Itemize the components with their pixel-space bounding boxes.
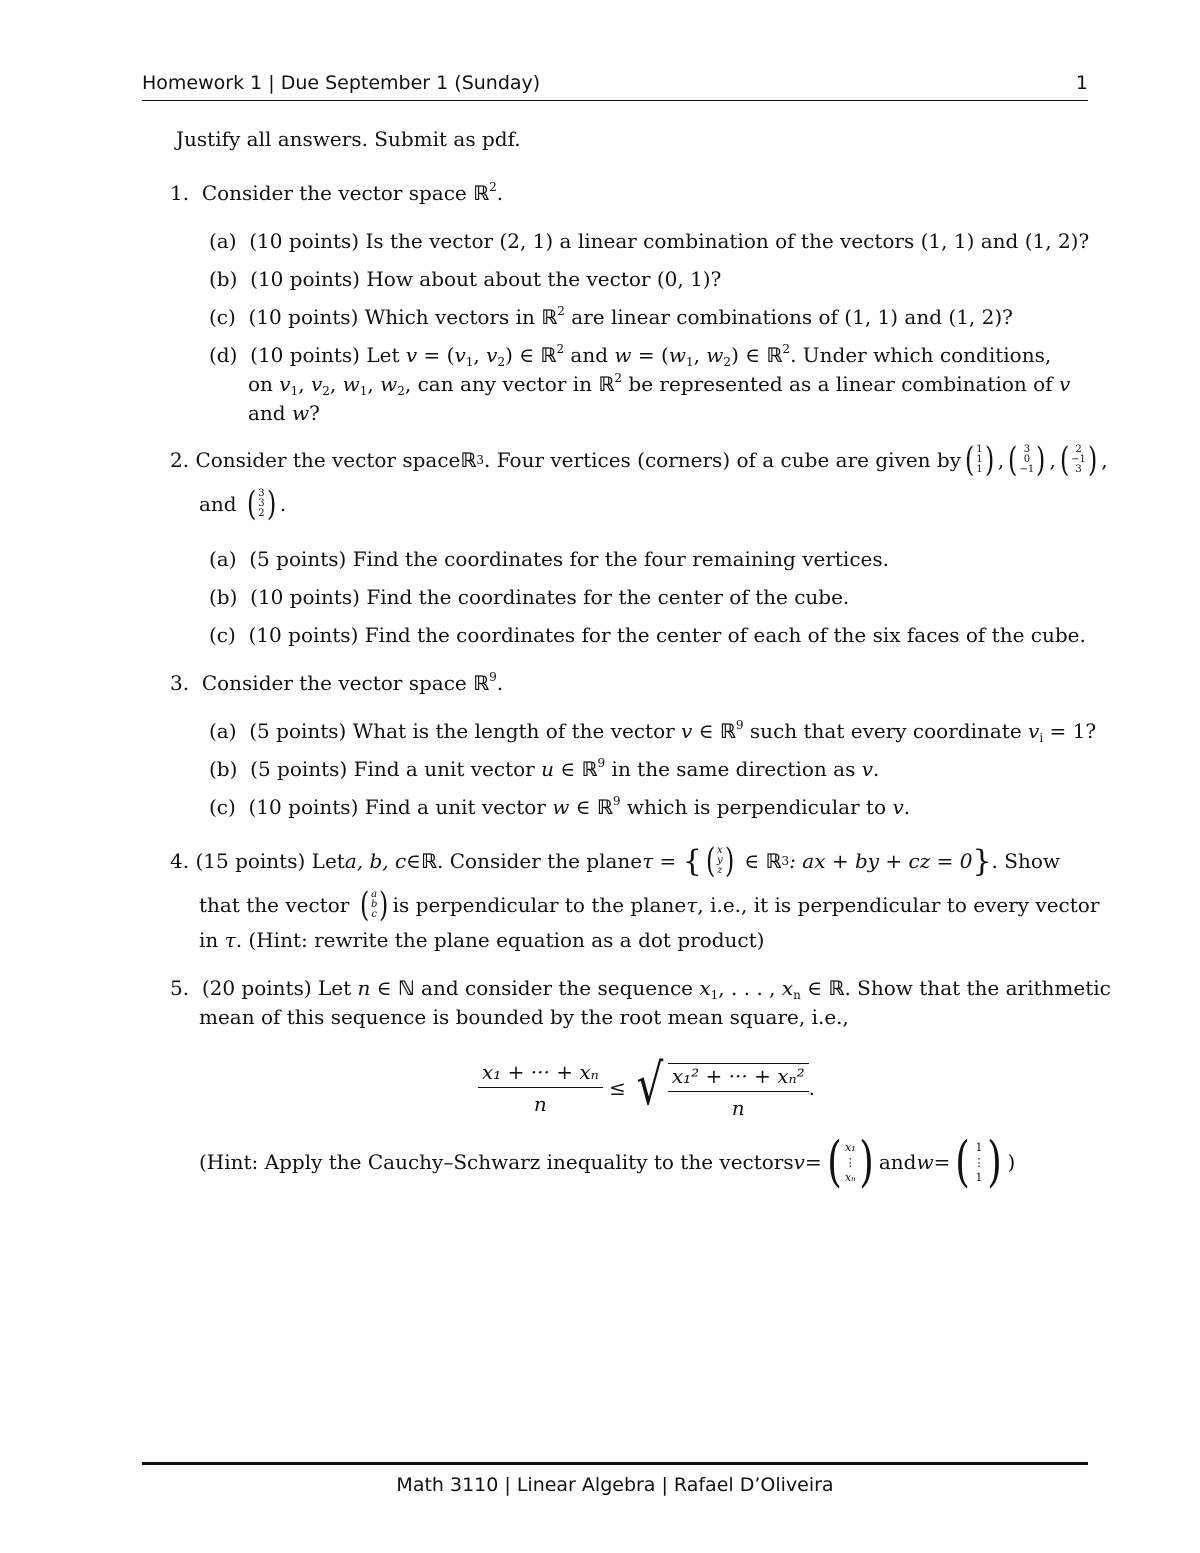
vertex-vector-2: ( 3 0 −1 )	[1008, 440, 1046, 480]
question-1b: (b) (10 points) How about about the vector (0, 1)?	[209, 267, 722, 291]
question-3: 3. Consider the vector space ℝ$^9$.	[170, 670, 504, 695]
question-2b: (b) (10 points) Find the coordinates for the center of the cube.	[209, 585, 850, 609]
question-2a: (a) (5 points) Find the coordinates for the four remaining vertices.	[209, 547, 889, 571]
normal-vector: ( a b c )	[359, 885, 389, 925]
intro-text: Justify all answers. Submit as pdf.	[176, 127, 521, 151]
question-1d-line3: and w?	[248, 401, 320, 425]
question-3c: (c) (10 points) Find a unit vector w ∈ ℝ$^9$ which is perpendicular to v.	[209, 794, 911, 819]
question-1c: (c) (10 points) Which vectors in ℝ$^2$ are linear combinations of (1, 1) and (1, 2)?	[209, 304, 1013, 329]
hint-vector-w: ( 1 ⋮ 1 )	[955, 1130, 1003, 1193]
question-4-line2: that the vector ( a b c ) is perpendicular to the plane τ , i.e., it is perpendicular to every vector	[199, 885, 1100, 925]
question-5-hint: (Hint: Apply the Cauchy–Schwarz inequality to the vectors v = ( x₁ ⋮ xₙ ) and w = ( 1 ⋮ 1 ) )	[199, 1130, 1016, 1193]
plane-point-vector: ( x y z )	[705, 841, 734, 881]
question-5: 5. (20 points) Let n ∈ ℕ and consider the sequence $x_1$, . . . , $x_n$ ∈ ℝ. Show that the arithmetic	[170, 976, 1111, 1002]
vertex-vector-1: ( 1 1 1 )	[964, 440, 994, 480]
arithmetic-mean-fraction: $\frac{\text{x₁ + ··· + xₙ}}{n}$	[478, 1060, 603, 1116]
question-4: 4. (15 points) Let a, b, c ∈ ℝ . Consider the plane τ = { ( x y z ) ∈ ℝ 3 : ax + by + cz = 0 } . Show	[170, 841, 1061, 881]
question-2: 2. Consider the vector space ℝ 3 . Four vertices (corners) of a cube are given by ( 1 1 1 ) , ( 3 0 −1 ) , ( 2 −1 3 ) ,	[170, 440, 1108, 480]
question-1d: (d) (10 points) Let $v = (v_1$, $v_2$) ∈ ℝ$^2$ and $w = (w_1$, $w_2$) ∈ ℝ$^2$. Under which conditions,	[209, 342, 1052, 369]
page-number: 1	[1075, 72, 1088, 94]
hint-vector-v: ( x₁ ⋮ xₙ )	[826, 1130, 874, 1193]
question-1d-line2: on $v_1$, $v_2$, $w_1$, $w_2$, can any vector in ℝ$^2$ be represented as a linear combination of v	[248, 371, 1071, 398]
footer-divider	[142, 1462, 1088, 1465]
rms-inequality: $\frac{\text{x₁ + ··· + xₙ}}{n}$ ≤ √ $\frac{\text{x₁² + ··· + xₙ²}}{n}$ .	[478, 1048, 815, 1128]
page-footer: Math 3110 | Linear Algebra | Rafael D’Oliveira	[396, 1474, 834, 1496]
vertex-vector-3: ( 2 −1 3 )	[1059, 440, 1098, 480]
question-3a: (a) (5 points) What is the length of the vector v ∈ ℝ$^9$ such that every coordinate $v_i = 1$?	[209, 718, 1097, 745]
question-2c: (c) (10 points) Find the coordinates for the center of each of the six faces of the cube.	[209, 623, 1086, 647]
root-mean-square: √ $\frac{\text{x₁² + ··· + xₙ²}}{n}$	[632, 1056, 808, 1120]
question-4-line3: in τ. (Hint: rewrite the plane equation as a dot product)	[199, 928, 765, 952]
page-header	[142, 70, 1088, 101]
question-1: 1. Consider the vector space ℝ$^2$.	[170, 180, 504, 205]
question-2-line2: and ( 3 3 2 ) .	[199, 484, 287, 524]
question-1a: (a) (10 points) Is the vector (2, 1) a linear combination of the vectors (1, 1) and (1, 2)?	[209, 229, 1090, 253]
question-3b: (b) (5 points) Find a unit vector u ∈ ℝ$^9$ in the same direction as v.	[209, 756, 880, 781]
question-5-line2: mean of this sequence is bounded by the root mean square, i.e.,	[199, 1005, 849, 1029]
vertex-vector-4: ( 3 3 2 )	[246, 484, 276, 524]
header-title: Homework 1 | Due September 1 (Sunday)	[142, 72, 541, 94]
